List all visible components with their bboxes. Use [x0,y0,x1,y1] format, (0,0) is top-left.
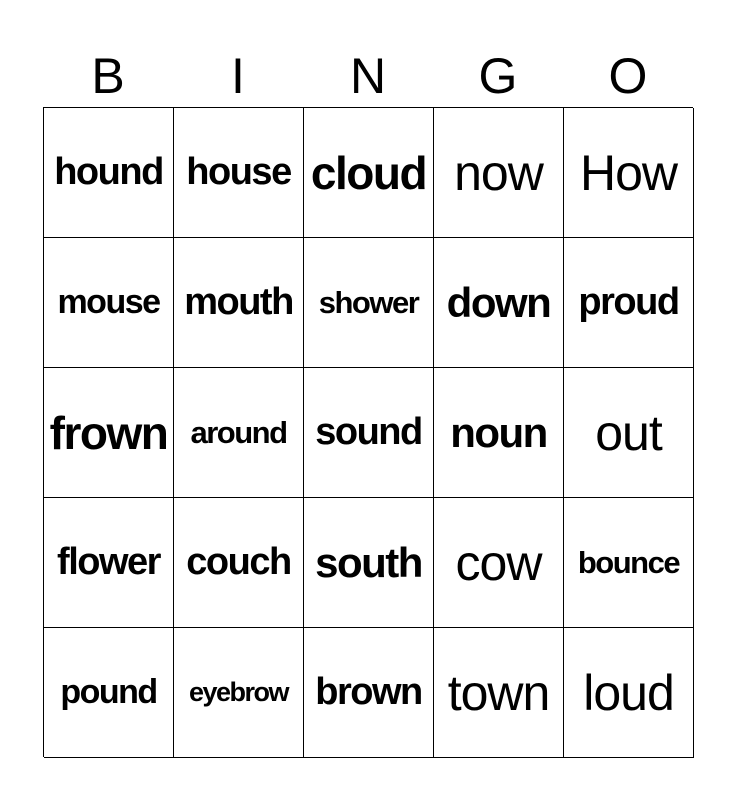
bingo-header [43,48,693,104]
bingo-cell[interactable] [304,498,434,628]
cell-word: mouse [57,283,160,321]
cell-word: down [446,278,551,326]
bingo-cell[interactable] [304,628,434,758]
cell-word: house [186,151,291,193]
header-letter-i: I [231,48,245,104]
bingo-cell[interactable] [304,368,434,498]
bingo-cell[interactable] [44,368,174,498]
bingo-cell[interactable] [434,498,564,628]
cell-word: brown [315,671,422,713]
bingo-cell[interactable] [174,238,304,368]
bingo-cell[interactable] [434,368,564,498]
header-letter-n: N [349,48,387,104]
cell-word: bounce [577,544,680,580]
header-letter-g: G [478,48,518,104]
cell-word: now [454,144,543,201]
cell-word: mouth [184,281,293,323]
bingo-cell[interactable] [174,368,304,498]
cell-word: couch [186,541,291,583]
header-letter-b: B [91,48,125,104]
bingo-cell[interactable] [434,628,564,758]
cell-word: proud [578,281,679,323]
cell-word: south [315,538,422,586]
bingo-cell[interactable] [174,498,304,628]
bingo-cell[interactable] [564,238,694,368]
bingo-cell[interactable] [434,108,564,238]
bingo-board [43,107,693,757]
cell-word: cloud [310,146,427,199]
cell-word: out [595,404,662,461]
bingo-cell[interactable] [174,628,304,758]
bingo-cell[interactable] [564,498,694,628]
cell-word: around [190,414,287,450]
bingo-cell[interactable] [304,238,434,368]
bingo-cell[interactable] [44,108,174,238]
cell-word: town [447,664,550,721]
bingo-cell[interactable] [44,238,174,368]
bingo-cell[interactable] [304,108,434,238]
cell-word: How [579,144,678,201]
bingo-cell[interactable] [174,108,304,238]
cell-word: cow [455,534,542,591]
cell-word: eyebrow [188,677,289,707]
cell-word: flower [57,541,160,583]
cell-word: frown [49,406,168,459]
cell-word: loud [583,664,674,721]
bingo-cell[interactable] [564,368,694,498]
bingo-cell[interactable] [44,498,174,628]
cell-word: sound [315,411,422,453]
bingo-cell[interactable] [434,238,564,368]
cell-word: noun [450,408,547,456]
cell-word: shower [318,284,419,320]
bingo-cell[interactable] [44,628,174,758]
cell-word: pound [60,673,157,711]
cell-word: hound [54,151,163,193]
bingo-cell[interactable] [564,108,694,238]
bingo-cell[interactable] [564,628,694,758]
header-letter-o: O [608,48,648,104]
